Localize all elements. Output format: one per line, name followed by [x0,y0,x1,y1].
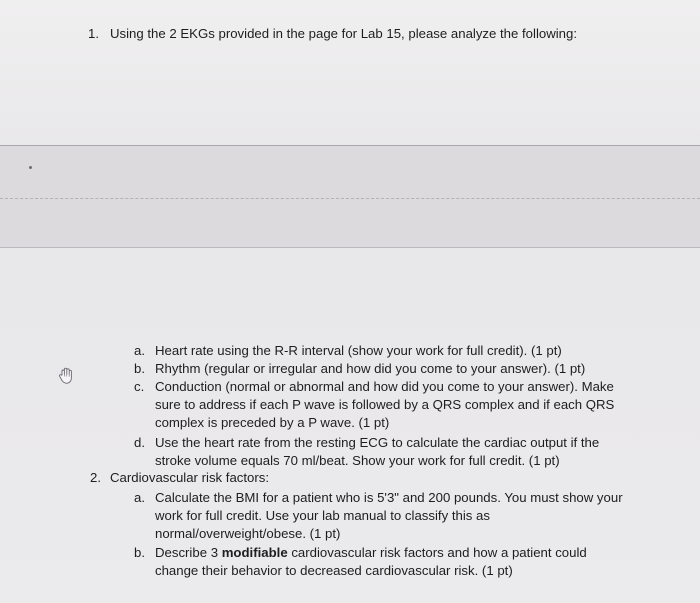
emphasis-text: modifiable [221,545,288,560]
text-segment: cardiovascular risk factors and how a patient could [287,545,587,560]
hand-pointer-icon [57,366,79,386]
divider-line [0,247,700,248]
question-text: Using the 2 EKGs provided in the page for Lab 15, please analyze the following: [110,26,577,41]
stray-dot [29,166,32,169]
text-segment: Describe 3 [155,545,222,560]
list-item-text [155,544,587,562]
list-item-text: normal/overweight/obese. (1 pt) [155,526,341,541]
list-marker: d. [134,435,145,450]
list-item-text: stroke volume equals 70 ml/beat. Show your work for full credit. (1 pt) [155,453,560,468]
question-number: 2. [90,470,101,485]
list-item-text: sure to address if each P wave is followed by a QRS complex and if each QRS [155,397,615,412]
list-marker: c. [134,379,145,394]
dashed-divider-line [0,198,700,199]
divider-line [0,145,700,146]
list-item-text: Conduction (normal or abnormal and how did you come to your answer). Make [155,379,614,394]
list-item-text: work for full credit. Use your lab manual to classify this as [155,508,490,523]
list-marker: a. [134,343,145,358]
list-item-text: change their behavior to decreased cardiovascular risk. (1 pt) [155,563,513,578]
list-marker: a. [134,490,145,505]
list-marker: b. [134,545,145,560]
question-text: Cardiovascular risk factors: [110,470,270,485]
blank-answer-band [0,146,700,247]
list-item-text: Calculate the BMI for a patient who is 5'3" and 200 pounds. You must show your [155,490,623,505]
list-item-text: complex is preceded by a P wave. (1 pt) [155,415,390,430]
list-item-text: Heart rate using the R-R interval (show your work for full credit). (1 pt) [155,343,562,358]
list-marker: b. [134,361,145,376]
question-header-region [0,0,700,145]
list-item-text: Rhythm (regular or irregular and how did you come to your answer). (1 pt) [155,361,586,376]
list-item-text: Use the heart rate from the resting ECG to calculate the cardiac output if the [155,435,600,450]
question-number: 1. [88,26,99,41]
